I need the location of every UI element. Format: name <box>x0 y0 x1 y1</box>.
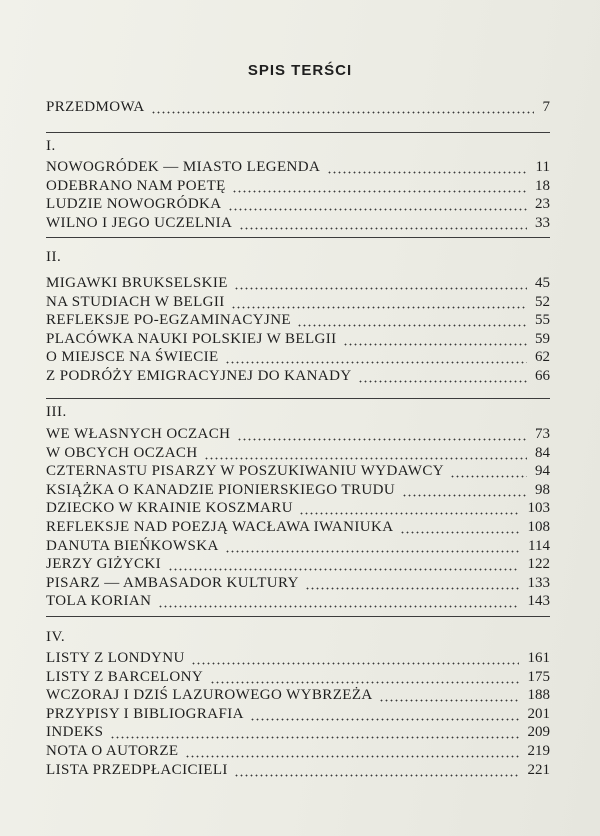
toc-entry <box>46 742 550 761</box>
dot-leader <box>402 481 527 500</box>
entry-title: JERZY GIŻYCKI <box>46 556 162 573</box>
page-number: 7 <box>542 99 550 115</box>
entry-title: DZIECKO W KRAINIE KOSZMARU <box>46 500 293 517</box>
dot-leader <box>110 723 519 742</box>
toc-entry <box>46 555 550 574</box>
entry-title: WE WŁASNYCH OCZACH <box>46 426 231 442</box>
page-number: 55 <box>535 312 550 329</box>
dot-leader <box>225 537 520 556</box>
dot-leader <box>299 499 519 518</box>
dot-leader <box>297 311 527 330</box>
dot-leader <box>168 555 519 574</box>
page-title: SPIS TERŚCI <box>247 62 353 79</box>
entry-title: INDEKS <box>46 724 104 741</box>
section-divider <box>46 398 550 399</box>
page-number: 84 <box>535 444 550 461</box>
section-heading: IV. <box>46 629 66 645</box>
entry-title: ODEBRANO NAM POETĘ <box>46 177 226 194</box>
dot-leader <box>191 649 519 668</box>
toc-entry <box>46 330 550 349</box>
page-number: 114 <box>528 537 550 554</box>
dot-leader <box>225 348 527 367</box>
toc-entry <box>46 195 550 214</box>
dot-leader <box>234 761 519 780</box>
entry-title: WCZORAJ I DZIŚ LAZUROWEGO WYBRZEŻA <box>46 687 373 704</box>
entry-title: LISTA PRZEDPŁACICIELI <box>46 761 228 778</box>
toc-entry <box>46 425 550 444</box>
entry-title: NOTA O AUTORZE <box>46 743 179 759</box>
page-number: 122 <box>527 556 550 573</box>
section-divider <box>46 132 550 133</box>
page-number: 201 <box>527 705 550 722</box>
toc-entry <box>46 649 550 668</box>
dot-leader <box>327 158 527 177</box>
entry-title: PISARZ — AMBASADOR KULTURY <box>46 574 299 591</box>
page-number: 33 <box>535 214 550 231</box>
page-number: 161 <box>527 650 550 666</box>
dot-leader <box>232 177 527 196</box>
page-number: 219 <box>527 743 550 759</box>
dot-leader <box>210 668 519 687</box>
entry-title: KSIĄŻKA O KANADZIE PIONIERSKIEGO TRUDU <box>46 481 396 498</box>
toc-entry <box>46 592 550 611</box>
dot-leader <box>231 293 527 312</box>
section-heading: III. <box>46 404 67 420</box>
page-number: 103 <box>527 500 550 517</box>
page-number: 143 <box>527 593 550 610</box>
entry-title: W OBCYCH OCZACH <box>46 444 198 461</box>
page-number: 108 <box>527 519 550 535</box>
entry-title: PLACÓWKA NAUKI POLSKIEJ W BELGII <box>46 330 337 347</box>
toc-entry <box>46 761 550 780</box>
entry-title: NOWOGRÓDEK — MIASTO LEGENDA <box>46 159 321 175</box>
page-number: 11 <box>535 159 550 175</box>
dot-leader <box>250 705 519 724</box>
page-number: 73 <box>535 426 550 442</box>
entry-title: REFLEKSJE NAD POEZJĄ WACŁAWA IWANIUKA <box>46 519 394 535</box>
entry-title: MIGAWKI BRUKSELSKIE <box>46 275 228 291</box>
dot-leader <box>400 518 519 537</box>
toc-entry <box>46 311 550 330</box>
section-heading: II. <box>46 249 62 265</box>
toc-entry <box>46 348 550 367</box>
toc-entry <box>46 293 550 312</box>
section-divider <box>46 237 550 238</box>
dot-leader <box>237 425 527 444</box>
entry-title: TOLA KORIAN <box>46 593 152 610</box>
toc-entry <box>46 705 550 724</box>
page-number: 188 <box>527 687 550 704</box>
dot-leader <box>158 592 519 611</box>
entry-title: O MIEJSCE NA ŚWIECIE <box>46 349 219 366</box>
entry-title: Z PODRÓŻY EMIGRACYJNEJ DO KANADY <box>46 368 352 384</box>
toc-entry <box>46 158 550 177</box>
dot-leader <box>228 195 527 214</box>
page-number: 221 <box>527 761 550 778</box>
page-number: 98 <box>535 481 550 498</box>
toc-entry <box>46 723 550 742</box>
toc-entry <box>46 367 550 386</box>
page-number: 175 <box>527 668 550 685</box>
entry-title: WILNO I JEGO UCZELNIA <box>46 214 233 231</box>
toc-entry <box>46 518 550 537</box>
entry-title: NA STUDIACH W BELGII <box>46 293 225 310</box>
toc-entry <box>46 177 550 196</box>
dot-leader <box>450 462 527 481</box>
entry-title: LISTY Z BARCELONY <box>46 668 204 685</box>
dot-leader <box>358 367 527 386</box>
page-number: 94 <box>535 463 550 480</box>
dot-leader <box>343 330 527 349</box>
page-number: 66 <box>535 368 550 384</box>
dot-leader <box>185 742 519 761</box>
toc-entry <box>46 574 550 593</box>
entry-title: LISTY Z LONDYNU <box>46 650 185 666</box>
toc-entry-preface <box>46 98 550 117</box>
toc-entry <box>46 686 550 705</box>
section-divider <box>46 616 550 617</box>
entry-title: PRZYPISY I BIBLIOGRAFIA <box>46 705 244 722</box>
toc-entry <box>46 481 550 500</box>
entry-title: PRZEDMOWA <box>46 99 145 115</box>
toc-entry <box>46 274 550 293</box>
page-number: 62 <box>535 349 550 366</box>
toc-entry <box>46 214 550 233</box>
toc-entry <box>46 462 550 481</box>
dot-leader <box>239 214 527 233</box>
toc-entry <box>46 444 550 463</box>
entry-title: CZTERNASTU PISARZY W POSZUKIWANIU WYDAWCY <box>46 463 444 480</box>
page-number: 133 <box>527 574 550 591</box>
entry-title: DANUTA BIEŃKOWSKA <box>46 537 219 554</box>
page-number: 45 <box>535 275 550 291</box>
dot-leader <box>234 274 527 293</box>
dot-leader <box>204 444 527 463</box>
dot-leader <box>151 98 534 117</box>
toc-entry <box>46 537 550 556</box>
dot-leader <box>379 686 519 705</box>
page-number: 23 <box>535 196 550 213</box>
entry-title: LUDZIE NOWOGRÓDKA <box>46 196 222 213</box>
page-number: 209 <box>527 724 550 741</box>
toc-entry <box>46 499 550 518</box>
dot-leader <box>305 574 519 593</box>
page-number: 52 <box>535 293 550 310</box>
section-heading: I. <box>46 138 56 154</box>
page-number: 18 <box>535 177 550 194</box>
toc-entry <box>46 668 550 687</box>
page-number: 59 <box>535 330 550 347</box>
entry-title: REFLEKSJE PO-EGZAMINACYJNE <box>46 312 291 329</box>
